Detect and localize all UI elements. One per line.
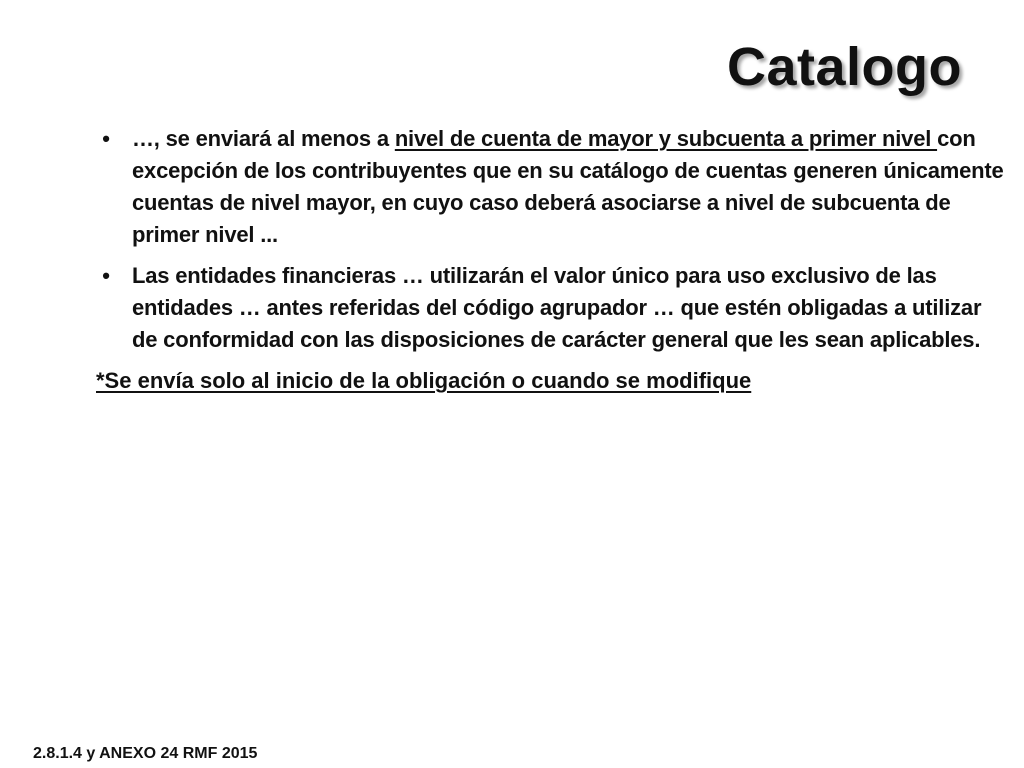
bullet-item xyxy=(96,260,1008,356)
bullet-text: Las entidades financieras … utilizarán el valor único para uso exclusivo de las entidades … antes referidas del código agrupador … que estén obligadas a utilizar de conformidad con las disposiciones de carácter general que les sean aplicables. xyxy=(132,263,982,352)
bullet-dot-icon: • xyxy=(102,126,110,151)
slide-body xyxy=(96,123,1008,397)
bullet-text-end: con excepción de los contribuyentes que en su catálogo de cuentas generen únicamente cuentas de nivel mayor, en cuyo caso deberá asociarse a nivel de subcuenta de primer nivel ... xyxy=(132,126,1004,247)
note-text: *Se envía solo al inicio de la obligación o cuando se modifique xyxy=(96,368,752,393)
bullet-text-start: …, se enviará al menos a xyxy=(132,126,395,151)
bullet-item xyxy=(96,123,1008,251)
footer-reference: 2.8.1.4 y ANEXO 24 RMF 2015 xyxy=(33,745,258,762)
bullet-dot-icon: • xyxy=(102,263,110,288)
bullet-underlined-text: nivel de cuenta de mayor y subcuenta a primer nivel xyxy=(394,126,938,151)
slide-title: Catalogo xyxy=(726,37,962,97)
